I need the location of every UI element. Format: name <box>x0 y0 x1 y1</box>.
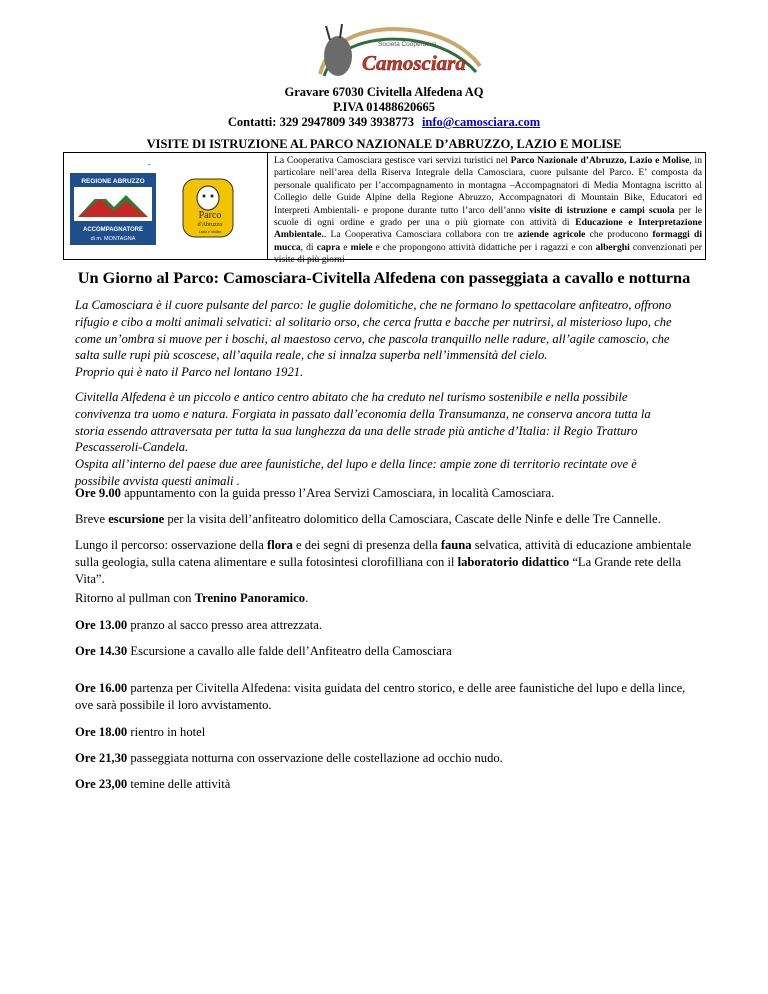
bold-text: Ore 16.00 <box>75 681 128 695</box>
text-line: possibile avvista questi animali . <box>75 473 240 488</box>
svg-text:Lazio e Molise: Lazio e Molise <box>198 230 222 234</box>
schedule-item <box>75 643 695 660</box>
text-run: partenza per Civitella Alfedena: visita guidata del centro storico, e delle aree faunistiche del lupo e della lince, ove sarà possibile il loro avvistamento. <box>75 681 686 712</box>
email-link[interactable]: info@camosciara.com <box>421 115 541 129</box>
text-run: rientro in hotel <box>127 725 206 739</box>
svg-text:REGIONE ABRUZZO: REGIONE ABRUZZO <box>81 178 145 185</box>
contacts-phones: Contatti: 329 2947809 349 3938773 <box>227 115 414 129</box>
bold-text: Ore 21,30 <box>75 751 128 765</box>
schedule-item <box>75 750 695 767</box>
text-line: Proprio qui è nato il Parco nel lontano 1921. <box>75 365 304 380</box>
bold-text: capra <box>316 241 341 253</box>
text-line: Ospita all’interno del paese due aree faunistiche, del lupo e della lince: ampie zone di territorio recintate ove è <box>75 457 637 472</box>
text-line: convivenza tra uomo e natura. Forgiata in passato dall’economia della Transumanza, ne conserva ancora tutta la <box>75 406 651 421</box>
text-run: . La Cooperativa Camosciara collabora con tre <box>323 229 518 241</box>
schedule-item <box>75 537 695 587</box>
schedule-item <box>75 485 695 502</box>
parco-abruzzo-logo-icon <box>182 178 234 238</box>
text-run: Ritorno al pullman con <box>75 591 195 605</box>
bold-text: miele <box>350 241 373 253</box>
address-line: Gravare 67030 Civitella Alfedena AQ <box>284 85 484 99</box>
bold-text: visite di istruzione e campi scuola <box>529 204 675 216</box>
svg-text:Camosciara: Camosciara <box>362 51 466 75</box>
vat-line: P.IVA 01488620665 <box>332 100 436 114</box>
schedule-item <box>75 617 695 634</box>
text-line: salta sulle rupi più scoscese, all’aquila reale, che si innalza superba nell’immensità del cielo. <box>75 348 548 363</box>
bold-text: Educazione e Interpretazione Ambientale. <box>274 217 702 241</box>
intro-camosciara <box>75 297 695 381</box>
text-run: , in particolare nell’area della Riserva Integrale della Camosciara, cuore pulsante del Parco. E’ composta da personale qualificato per l’accompagnamento in montagna –Accompagnatori di Media Montagna iscritto al Collegio delle Guide Alpine della Regione Abruzzo, Accompagnatori di Mountain Bike, Educatori ed Interpreti Ambientali- e propone durante tutto l’arco dell’anno <box>274 155 702 216</box>
intro-box <box>63 152 706 266</box>
chamois-logo-icon <box>290 16 490 88</box>
text-run: passeggiata notturna con osservazione delle costellazione ad occhio nudo. <box>127 751 503 765</box>
text-run: Lungo il percorso: osservazione della <box>75 538 267 552</box>
bold-text: alberghi <box>595 241 630 253</box>
cooperative-description <box>274 155 702 267</box>
text-run: che producono <box>585 229 653 241</box>
schedule-item <box>75 680 695 714</box>
text-run: e dei segni di presenza della <box>292 538 441 552</box>
text-run: convenzionati per visite di più giorni <box>274 241 702 266</box>
text-line: La Camosciara è il cuore pulsante del parco: le guglie dolomitiche, che ne formano lo spettacolare anfiteatro, offrono <box>75 298 672 312</box>
svg-text:Società Cooperativa: Società Cooperativa <box>378 41 437 48</box>
svg-text:Parco: Parco <box>198 210 222 221</box>
text-line: Pescasseroli-Candela. <box>75 440 189 455</box>
text-run: , di <box>300 241 317 253</box>
text-run: per le scuole di ogni ordine e grado per una o più giornate con attività di <box>274 204 702 229</box>
page-title: Un Giorno al Parco: Camosciara-Civitella Alfedena con passeggiata a cavallo e notturna <box>77 268 691 287</box>
bold-text: Ore 14.30 <box>75 644 128 658</box>
text-run: selvatica, attività di educazione ambientale sulla geologia, sulla catena alimentare e sulla fotosintesi clorofilliana con il <box>75 538 692 569</box>
svg-text:di m. MONTAGNA: di m. MONTAGNA <box>90 236 136 242</box>
schedule-item <box>75 776 695 793</box>
intro-civitella <box>75 389 695 490</box>
bold-text: formaggi di mucca <box>274 229 702 253</box>
text-run: e <box>340 241 351 253</box>
bold-text: aziende agricole <box>517 229 586 241</box>
bold-text: Ore 18.00 <box>75 725 128 739</box>
bold-text: Trenino Panoramico <box>194 591 306 605</box>
text-line: Civitella Alfedena è un piccolo e antico centro abitato che ha creduto nel turismo sostenibile e nella possibile <box>75 390 628 404</box>
text-run: temine delle attività <box>127 777 231 791</box>
regione-abruzzo-badge-icon <box>70 173 156 245</box>
text-run: La Cooperativa Camosciara gestisce vari servizi turistici nel <box>274 155 511 166</box>
text-run: Breve <box>75 512 109 526</box>
text-run: . <box>305 591 309 605</box>
schedule-item <box>75 724 695 741</box>
text-run: per la visita dell’anfiteatro dolomitico della Camosciara, Cascate delle Ninfe e delle Tre Cannelle. <box>164 512 661 526</box>
schedule-item <box>75 511 695 528</box>
text-line: storia essendo attraversata per tutta la sua lunghezza da una delle strade più antiche d’Italia: il Regio Tratturo <box>75 423 638 438</box>
text-run: pranzo al sacco presso area attrezzata. <box>127 618 322 632</box>
bold-text: laboratorio didattico <box>457 554 570 569</box>
bold-text: fauna <box>440 538 472 552</box>
bold-text: Ore 23,00 <box>75 777 128 791</box>
text-run: “La Grande rete della Vita”. <box>75 554 682 586</box>
camosciara-logo <box>290 16 490 88</box>
bold-text: flora <box>267 538 293 552</box>
text-run: appuntamento con la guida presso l’Area Servizi Camosciara, in località Camosciara. <box>120 486 555 500</box>
text-line: rifugio e cibo a molti animali selvatici: al solitario orso, che cerca frutta e bacche per nutrirsi, al misterioso lupo, che <box>75 314 672 329</box>
schedule-item <box>75 590 695 607</box>
dot-mark: . <box>148 157 151 167</box>
bold-text: escursione <box>108 512 165 526</box>
visits-title: VISITE DI ISTRUZIONE AL PARCO NAZIONALE D’ABRUZZO, LAZIO E MOLISE <box>146 137 622 151</box>
bold-text: Ore 13.00 <box>75 618 128 632</box>
contacts-line <box>0 115 768 130</box>
svg-text:ACCOMPAGNATORE: ACCOMPAGNATORE <box>83 227 143 233</box>
text-run: Escursione a cavallo alle falde dell’Anfiteatro della Camosciara <box>127 644 452 658</box>
text-run: e che propongono attività didattiche per i ragazzi e con <box>372 241 596 253</box>
text-line: come un’ombra si muove per i boschi, al maestoso cervo, che pascola tranquillo nelle radure, all’agile camoscio, che <box>75 331 670 346</box>
bold-text: Ore 9.00 <box>75 486 121 500</box>
bold-text: Parco Nazionale d’Abruzzo, Lazio e Molise <box>510 155 690 166</box>
svg-text:d'Abruzzo: d'Abruzzo <box>197 222 223 228</box>
